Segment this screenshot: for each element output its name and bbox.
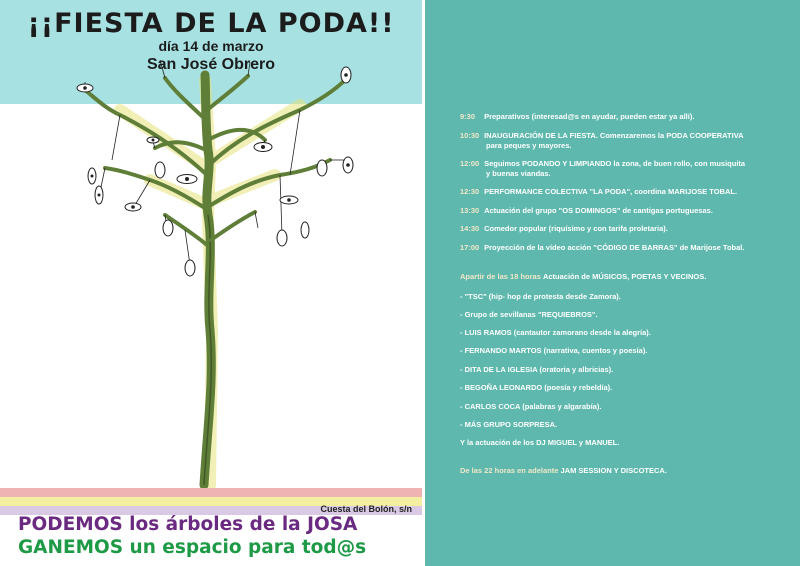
slogan-line-2: GANEMOS un espacio para tod@s [18,537,367,558]
schedule-text: Seguimos PODANDO Y LIMPIANDO la zona, de buen rollo, con musiquita [484,159,746,168]
evening-lead-text: Actuación de MÚSICOS, POETAS Y VECINOS. [542,272,707,281]
schedule-item [460,112,694,122]
schedule-time: 10:30 [460,131,480,140]
schedule-text: PERFORMANCE COLECTIVA "LA PODA", coordina MARIJOSE TOBAL. [484,187,738,196]
schedule-time: 9:30 [460,112,476,121]
tree-illustration [0,40,422,500]
act-item: - Grupo de sevillanas "REQUIEBROS". [460,310,598,319]
poster-title: ¡¡FIESTA DE LA PODA!! [27,8,395,39]
tree-branch [211,212,255,240]
closing-line: Y la actuación de los DJ MIGUEL y MANUEL. [460,438,620,447]
act-item: - "TSC" (hip- hop de protesta desde Zamora). [460,292,621,301]
schedule-text: INAUGURACIÓN DE LA FIESTA. Comenzaremos la PODA COOPERATIVA [484,131,744,140]
act-item: - LUIS RAMOS (cantautor zamorano desde la alegría). [460,328,651,337]
schedule-text: Comedor popular (riquísimo y con tarifa proletaria). [484,224,668,233]
ear-icon [163,220,173,236]
ear-icon [301,222,309,238]
act-item: - MÁS GRUPO SORPRESA. [460,420,558,429]
event-address: Cuesta del Bolón, s/n [320,504,412,514]
ear-icon [185,260,195,276]
schedule-text: Actuación del grupo "OS DOMINGOS" de cantigas portuguesas. [484,206,713,215]
schedule-text-continued: y buenas viandas. [486,168,551,178]
ear-icon [155,162,165,178]
schedule-time: 14:30 [460,224,480,233]
slogan-line-1: PODEMOS los árboles de la JOSA [18,514,358,535]
schedule-text: Preparativos (interesad@s en ayudar, pueden estar ya allí). [484,112,695,121]
schedule-item [460,243,744,253]
schedule-time: 12:00 [460,159,480,168]
schedule-text-continued: para peques y mayores. [486,140,572,150]
schedule-item [460,131,744,150]
act-item: - BEGOÑA LEONARDO (poesía y rebeldía). [460,383,613,392]
act-item: - CARLOS COCA (palabras y algarabía). [460,402,602,411]
tree-trunk [204,75,211,485]
schedule-text: Proyección de la vídeo acción "CÓDIGO DE BARRAS" de Marijose Tobal. [484,243,745,252]
event-place: San José Obrero [146,56,276,73]
evening-lead [460,272,706,282]
program-panel [425,0,800,566]
schedule-item [460,187,737,197]
schedule-time: 12:30 [460,187,480,196]
schedule-time: 13:30 [460,206,480,215]
night-lead [460,466,667,476]
event-date: día 14 de marzo [158,38,264,54]
night-lead-time: De las 22 horas en adelante [460,466,559,475]
tree-branch [207,76,248,110]
schedule-time: 17:00 [460,243,480,252]
act-item: - FERNANDO MARTOS (narrativa, cuentos y poesía). [460,346,648,355]
ear-icon [317,160,327,176]
ear-icon [277,230,287,246]
evening-lead-time: Apartir de las 18 horas [460,272,541,281]
schedule-item [460,224,668,234]
schedule-item [460,159,745,178]
night-lead-text: JAM SESSION Y DISCOTECA. [560,466,667,475]
schedule-item [460,206,713,216]
stripe-pink [0,488,422,497]
act-item: - DITA DE LA IGLESIA (oratoria y albricias). [460,365,614,374]
